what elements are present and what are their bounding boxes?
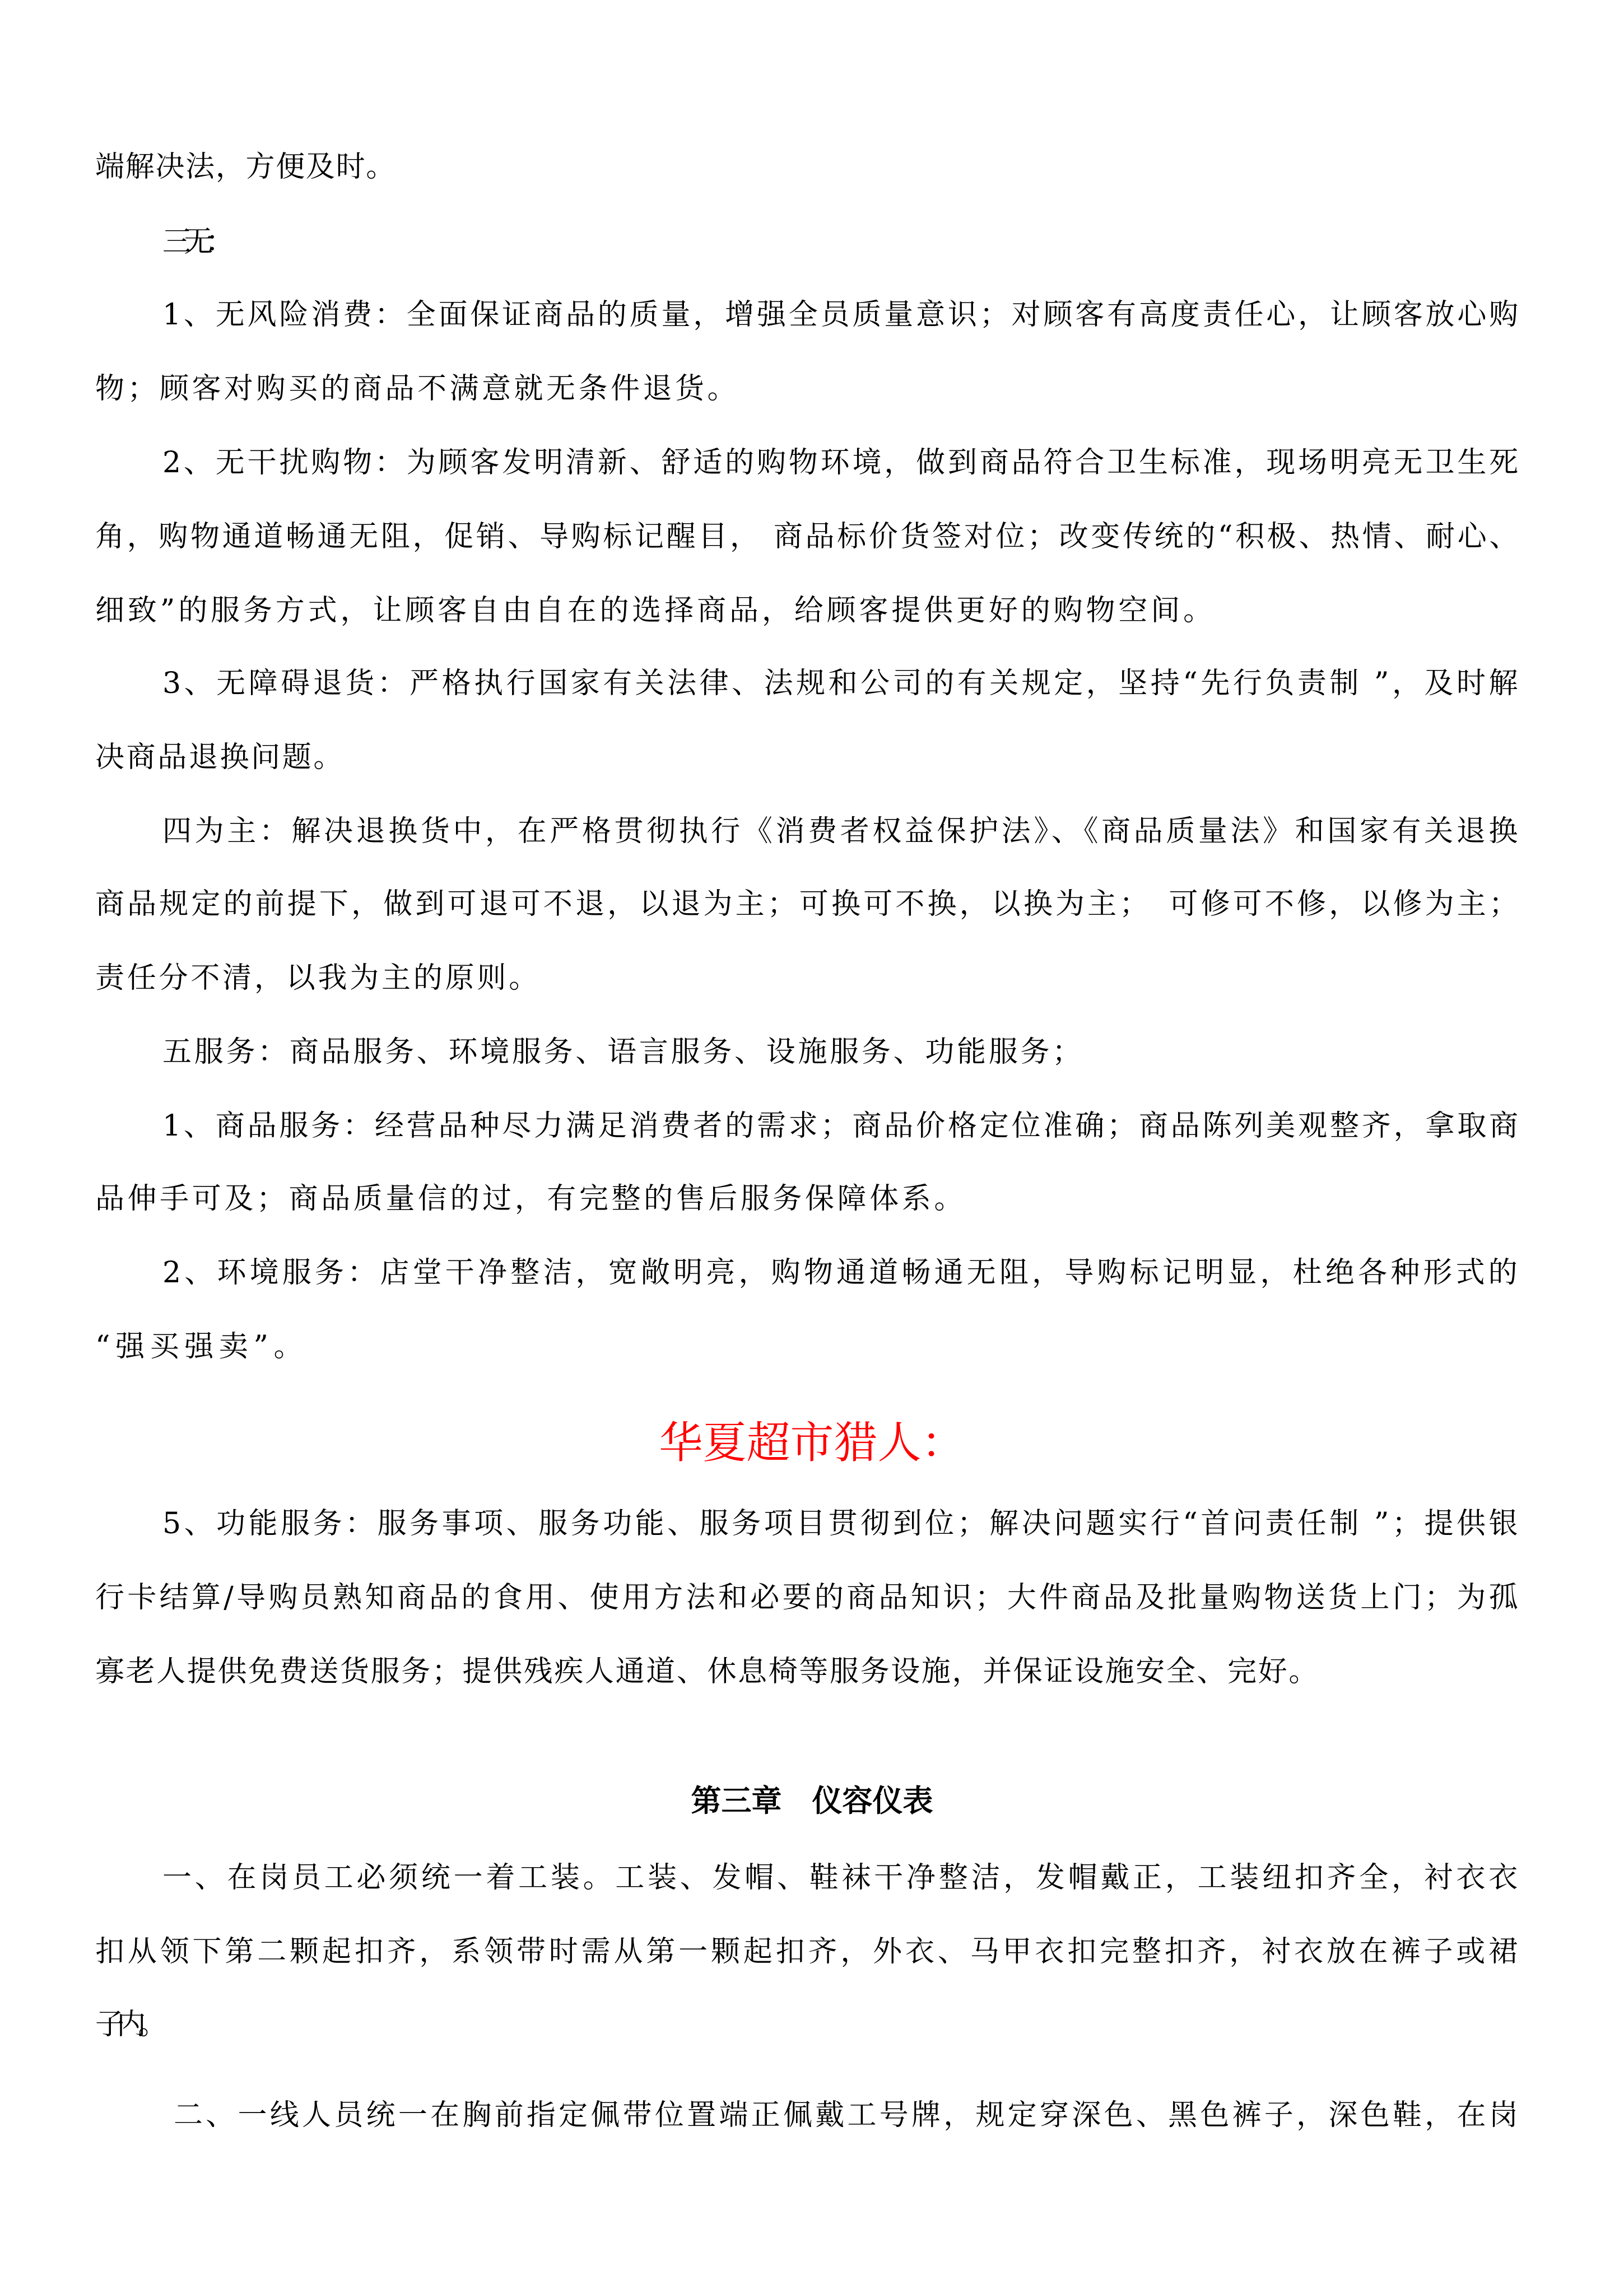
text-line xyxy=(0,147,1624,187)
text-line xyxy=(0,2004,1624,2045)
text-line xyxy=(0,884,1624,924)
line-text: 三无： xyxy=(162,225,227,259)
line-text: 1、无风险消费：全面保证商品的质量，增强全员质量意识；对顾客有高度责任心，让顾客放心购 xyxy=(162,298,1521,332)
text-line xyxy=(0,1179,1624,1219)
line-text: 细致”的服务方式，让顾客自由自在的选择商品，给顾客提供更好的购物空间。 xyxy=(95,594,1216,627)
line-text: 扣从领下第二颗起扣齐，系领带时需从第一颗起扣齐，外衣、马甲衣扣完整扣齐，衬衣放在裤子或裙 xyxy=(95,1935,1521,1969)
line-text: 二、一线人员统一在胸前指定佩带位置端正佩戴工号牌，规定穿深色、黑色裤子，深色鞋，在岗 xyxy=(174,2098,1521,2132)
text-line xyxy=(0,1106,1624,1146)
text-line xyxy=(0,1858,1624,1898)
line-text: 2、环境服务：店堂干净整洁，宽敞明亮，购物通道畅通无阻，导购标记明显，杜绝各种形式的 xyxy=(162,1256,1521,1290)
line-text: 5、功能服务：服务事项、服务功能、服务项目贯彻到位；解决问题实行“首问责任制 ”；提供银 xyxy=(162,1507,1521,1541)
text-line xyxy=(0,369,1624,409)
chapter-title: 第三章 仪容仪表 xyxy=(691,1783,933,1818)
line-text: 行卡结算/导购员熟知商品的食用、使用方法和必要的商品知识；大件商品及批量购物送货上门；为孤 xyxy=(95,1581,1521,1614)
text-line xyxy=(0,295,1624,335)
text-line xyxy=(0,1253,1624,1293)
line-text: 责任分不清，以我为主的原则。 xyxy=(95,961,541,995)
text-line xyxy=(0,222,1624,262)
line-text: 端解决法，方便及时。 xyxy=(95,150,396,184)
line-text: 1、商品服务：经营品种尽力满足消费者的需求；商品价格定位准确；商品陈列美观整齐，拿取商 xyxy=(162,1109,1521,1143)
line-text: 角，购物通道畅通无阻，促销、导购标记醒目， 商品标价货签对位；改变传统的“积极、热情、耐心、 xyxy=(95,520,1521,553)
line-text: 寡老人提供免费送货服务；提供残疾人通道、休息椅等服务设施，并保证设施安全、完好。 xyxy=(95,1655,1319,1688)
text-line xyxy=(0,958,1624,998)
text-line xyxy=(0,811,1624,851)
line-text: 五服务：商品服务、环境服务、语言服务、设施服务、功能服务； xyxy=(162,1035,1084,1069)
line-text: 商品规定的前提下，做到可退可不退，以退为主；可换可不换，以换为主； 可修可不修，以修为主； xyxy=(95,887,1521,921)
red-heading: 华夏超市猎人： xyxy=(659,1418,965,1468)
text-line xyxy=(0,663,1624,704)
text-line xyxy=(0,1327,1624,1367)
line-text: 子内。 xyxy=(95,2008,160,2041)
text-line xyxy=(0,1932,1624,1972)
text-line xyxy=(0,1578,1624,1618)
line-text: 四为主：解决退换货中，在严格贯彻执行《消费者权益保护法》、《商品质量法》和国家有关退换 xyxy=(162,815,1521,848)
text-line xyxy=(0,517,1624,557)
text-line xyxy=(0,1032,1624,1072)
text-line xyxy=(0,443,1624,483)
text-line xyxy=(0,590,1624,631)
line-text: 物；顾客对购买的商品不满意就无条件退货。 xyxy=(95,372,739,406)
line-text: 2、无干扰购物：为顾客发明清新、舒适的购物环境，做到商品符合卫生标准，现场明亮无卫生死 xyxy=(162,446,1521,480)
text-line xyxy=(0,2095,1624,2135)
line-text: 决商品退换问题。 xyxy=(95,741,345,774)
text-line xyxy=(0,1504,1624,1544)
line-text: 一、在岗员工必须统一着工装。工装、发帽、鞋袜干净整洁，发帽戴正，工装纽扣齐全，衬衣衣 xyxy=(162,1861,1521,1895)
line-text: 品伸手可及；商品质量信的过，有完整的售后服务保障体系。 xyxy=(95,1182,966,1216)
line-text: 3、无障碍退货：严格执行国家有关法律、法规和公司的有关规定，坚持“先行负责制 ”，及时解 xyxy=(162,667,1521,700)
text-line xyxy=(0,737,1624,778)
line-text: “强买强卖”。 xyxy=(95,1330,308,1364)
text-line xyxy=(0,1651,1624,1692)
